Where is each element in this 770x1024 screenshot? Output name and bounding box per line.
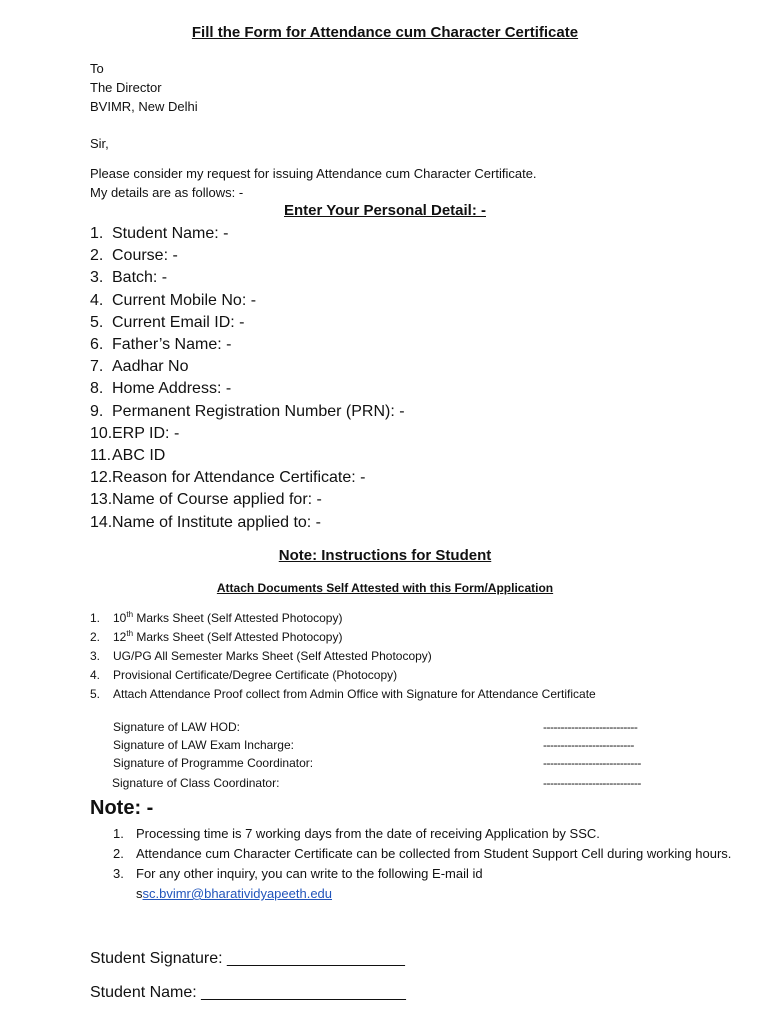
- detail-number: 3.: [90, 269, 104, 287]
- address-place: BVIMR, New Delhi: [90, 99, 198, 114]
- detail-item: [90, 423, 405, 445]
- detail-item: [90, 512, 405, 534]
- detail-label: Permanent Registration Number (PRN): -: [112, 402, 405, 420]
- signature-label-law-hod: Signature of LAW HOD:: [113, 720, 240, 734]
- salutation: Sir,: [90, 136, 109, 151]
- detail-item: [90, 267, 405, 289]
- detail-label: Home Address: -: [112, 380, 232, 398]
- document-item: [90, 685, 596, 704]
- student-signature-field[interactable]: Student Signature: ____________________: [90, 950, 405, 967]
- detail-label: Aadhar No: [112, 358, 189, 376]
- detail-number: 14.: [90, 513, 113, 531]
- detail-label: Batch: -: [112, 269, 168, 287]
- document-text-rest: Marks Sheet (Self Attested Photocopy): [133, 611, 343, 625]
- detail-item: [90, 312, 405, 334]
- notes-list: [113, 824, 732, 904]
- document-number: 5.: [90, 687, 101, 701]
- document-item: [90, 666, 596, 685]
- detail-number: 1.: [90, 225, 104, 242]
- document-text: 12: [113, 630, 127, 644]
- request-line-2: My details are as follows: -: [90, 185, 244, 200]
- detail-number: 5.: [90, 313, 104, 331]
- detail-number: 12.: [90, 469, 113, 487]
- personal-detail-heading: Enter Your Personal Detail: -: [284, 202, 486, 219]
- detail-label: Current Email ID: -: [112, 313, 245, 331]
- note-item: [113, 864, 693, 904]
- detail-label: ERP ID: -: [112, 424, 180, 442]
- note-number: 1.: [113, 826, 124, 841]
- document-text: 10: [113, 611, 127, 625]
- request-line-1: Please consider my request for issuing Attendance cum Character Certificate.: [90, 166, 537, 181]
- detail-item: [90, 401, 405, 423]
- email-prefix: s: [136, 886, 143, 901]
- documents-list: [90, 609, 596, 704]
- document-item: [90, 609, 596, 628]
- detail-item: [90, 445, 405, 467]
- email-link[interactable]: sc.bvimr@bharatividyapeeth.edu: [142, 886, 333, 901]
- detail-item: [90, 489, 405, 511]
- detail-label: Father’s Name: -: [112, 336, 232, 354]
- detail-number: 10.: [90, 424, 113, 442]
- detail-item: [90, 334, 405, 356]
- note-item: [113, 824, 693, 844]
- detail-item: [90, 290, 405, 312]
- student-name-field[interactable]: Student Name: _______________________: [90, 984, 406, 1001]
- document-number: 3.: [90, 649, 101, 663]
- attach-documents-heading: Attach Documents Self Attested with this Form/Application: [216, 581, 554, 595]
- document-text: UG/PG All Semester Marks Sheet (Self Attested Photocopy): [113, 649, 432, 663]
- detail-label: Course: -: [112, 247, 178, 265]
- note-heading: Note: -: [90, 797, 154, 819]
- signature-label-exam-incharge: Signature of LAW Exam Incharge:: [113, 738, 294, 752]
- ordinal-suffix: th: [126, 629, 134, 638]
- signature-label-programme-coordinator: Signature of Programme Coordinator:: [113, 756, 314, 770]
- ordinal-suffix: th: [126, 610, 134, 619]
- signature-line-class-coordinator: ----------------------------: [543, 776, 641, 790]
- note-number: 3.: [113, 866, 124, 881]
- detail-item: [90, 467, 405, 489]
- detail-label: Name of Course applied for: -: [112, 491, 322, 509]
- detail-label: Reason for Attendance Certificate: -: [112, 469, 366, 487]
- document-text: Provisional Certificate/Degree Certificate (Photocopy): [113, 668, 398, 682]
- detail-number: 7.: [90, 358, 104, 376]
- detail-item: [90, 356, 405, 378]
- detail-number: 6.: [90, 336, 104, 354]
- note-text: For any other inquiry, you can write to the following E-mail id: [136, 866, 483, 881]
- detail-item: [90, 245, 405, 267]
- note-number: 2.: [113, 846, 124, 861]
- document-item: [90, 628, 596, 647]
- signature-line-law-hod: ---------------------------: [543, 720, 638, 734]
- detail-label: ABC ID: [112, 447, 166, 465]
- document-number: 4.: [90, 668, 101, 682]
- signature-line-programme-coordinator: ----------------------------: [543, 756, 641, 770]
- note-text: Processing time is 7 working days from the date of receiving Application by SSC.: [136, 826, 600, 841]
- detail-number: 11.: [90, 447, 112, 465]
- detail-label: Name of Institute applied to: -: [112, 513, 321, 531]
- signature-label-class-coordinator: Signature of Class Coordinator:: [112, 776, 280, 790]
- detail-number: 9.: [90, 402, 104, 420]
- address-to: To: [90, 61, 104, 76]
- detail-number: 13.: [90, 491, 113, 509]
- signature-line-exam-incharge: --------------------------: [543, 738, 634, 752]
- note-text: Attendance cum Character Certificate can be collected from Student Support Cell during working hours.: [136, 846, 732, 861]
- detail-label: Current Mobile No: -: [112, 291, 257, 309]
- detail-number: 2.: [90, 247, 104, 265]
- address-recipient: The Director: [90, 80, 162, 95]
- document-number: 1.: [90, 611, 101, 625]
- document-text-rest: Marks Sheet (Self Attested Photocopy): [133, 630, 343, 644]
- document-item: [90, 647, 596, 666]
- detail-number: 8.: [90, 380, 104, 398]
- document-text: Attach Attendance Proof collect from Admin Office with Signature for Attendance Certificate: [113, 687, 596, 701]
- form-title: Fill the Form for Attendance cum Character Certificate: [191, 24, 579, 41]
- note-item: [113, 844, 732, 864]
- detail-label: Student Name: -: [112, 225, 229, 242]
- document-number: 2.: [90, 630, 101, 644]
- detail-item: [90, 378, 405, 400]
- instructions-heading: Note: Instructions for Student: [278, 547, 492, 564]
- detail-item: [90, 223, 405, 245]
- personal-detail-list: [90, 223, 405, 534]
- detail-number: 4.: [90, 291, 104, 309]
